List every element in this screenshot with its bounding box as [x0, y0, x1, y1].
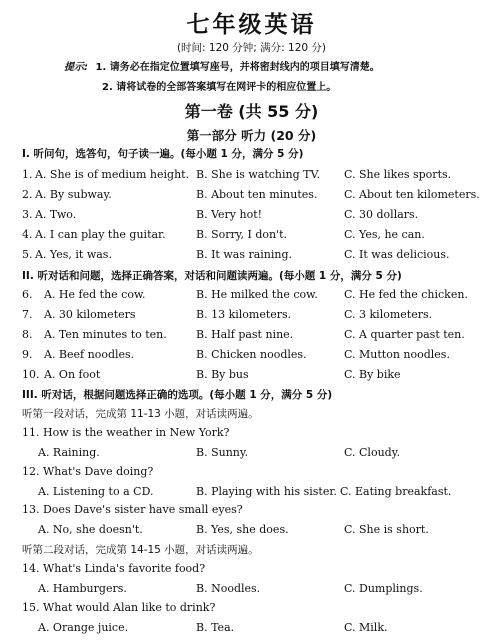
- question-options: [22, 621, 492, 637]
- question-row: [22, 308, 492, 324]
- option-b: B. Sorry, I don't.: [196, 228, 288, 241]
- question-row: [22, 208, 492, 224]
- note-1: 1. 请务必在指定位置填写座号，并将密封线内的项目填写清楚。: [95, 62, 380, 73]
- question-options: [22, 523, 492, 539]
- question-options: [22, 446, 492, 462]
- option-b: B. Chicken noodles.: [196, 348, 307, 361]
- question-row: [22, 328, 492, 344]
- option-b: B. Yes, she does.: [196, 523, 289, 536]
- option-a: A. No, she doesn't.: [38, 523, 143, 536]
- option-a: A. I can play the guitar.: [35, 228, 166, 241]
- question-number: 5.: [22, 248, 33, 261]
- question-text: 13. Does Dave's sister have small eyes?: [22, 503, 243, 516]
- option-b: B. 13 kilometers.: [196, 308, 292, 321]
- option-a: A. Orange juice.: [38, 621, 129, 634]
- option-a: A. Two.: [35, 208, 77, 221]
- question-number: 6.: [22, 288, 33, 301]
- option-b: B. About ten minutes.: [196, 188, 318, 201]
- question-number: 4.: [22, 228, 33, 241]
- volume-title: 第一卷 (共 55 分): [184, 102, 319, 121]
- option-c: C. A quarter past ten.: [344, 328, 465, 341]
- option-c: C. Milk.: [344, 621, 388, 634]
- question-row: [22, 188, 492, 204]
- option-a: A. Hamburgers.: [38, 582, 127, 595]
- option-b: B. By bus: [196, 368, 249, 381]
- option-c: C. 30 dollars.: [344, 208, 419, 221]
- question-row: [22, 168, 492, 184]
- question-number: 7.: [22, 308, 33, 321]
- option-c: C. She likes sports.: [344, 168, 452, 181]
- question-number: 1.: [22, 168, 33, 181]
- option-c: C. Yes, he can.: [344, 228, 425, 241]
- option-c: C. It was delicious.: [344, 248, 450, 261]
- question-number: 3.: [22, 208, 33, 221]
- option-b: B. Very hot!: [196, 208, 263, 221]
- question-row: [22, 228, 492, 244]
- option-a: A. By subway.: [35, 188, 112, 201]
- question-number: 9.: [22, 348, 33, 361]
- question-text: 11. How is the weather in New York?: [22, 426, 230, 439]
- option-c: C. She is short.: [344, 523, 429, 536]
- question-text: 14. What's Linda's favorite food?: [22, 562, 206, 575]
- dialog-1-instruction: 听第一段对话，完成第 11-13 小题，对话读两遍。: [22, 408, 259, 420]
- question-number: 10.: [22, 368, 40, 381]
- option-b: B. She is watching TV.: [196, 168, 320, 181]
- option-b: B. Playing with his sister.: [196, 485, 337, 498]
- option-a: A. She is of medium height.: [35, 168, 190, 181]
- option-c: C. 3 kilometers.: [344, 308, 433, 321]
- question-row: [22, 368, 492, 384]
- option-a: A. He fed the cow.: [44, 288, 146, 301]
- question-options: [22, 485, 492, 501]
- question-row: [22, 248, 492, 264]
- notes-label: 提示:: [64, 62, 88, 73]
- question-text: 15. What would Alan like to drink?: [22, 601, 216, 614]
- option-a: A. 30 kilometers: [44, 308, 136, 321]
- dialog-2-instruction: 听第二段对话，完成第 14-15 小题，对话读两遍。: [22, 544, 259, 556]
- option-c: C. Eating breakfast.: [340, 485, 452, 498]
- option-c: C. Dumplings.: [344, 582, 423, 595]
- option-c: C. By bike: [344, 368, 401, 381]
- option-c: C. About ten kilometers.: [344, 188, 480, 201]
- note-2: 2. 请将试卷的全部答案填写在网评卡的相应位置上。: [102, 82, 337, 93]
- option-b: B. Tea.: [196, 621, 235, 634]
- option-c: C. Mutton noodles.: [344, 348, 450, 361]
- option-a: A. Yes, it was.: [35, 248, 112, 261]
- section-1-heading: I. 听问句，选答句，句子读一遍。(每小题 1 分，满分 5 分): [22, 148, 304, 160]
- exam-subtitle: (时间: 120 分钟; 满分: 120 分): [176, 42, 327, 54]
- option-b: B. It was raining.: [196, 248, 293, 261]
- question-number: 8.: [22, 328, 33, 341]
- option-a: A. Listening to a CD.: [38, 485, 154, 498]
- option-b: B. Sunny.: [196, 446, 249, 459]
- option-a: A. Ten minutes to ten.: [44, 328, 167, 341]
- section-3-heading: III. 听对话，根据问题选择正确的选项。(每小题 1 分，满分 5 分): [22, 389, 333, 401]
- section-2-heading: II. 听对话和问题，选择正确答案，对话和问题读两遍。(每小题 1 分，满分 5 分): [22, 270, 402, 282]
- option-a: A. Beef noodles.: [44, 348, 135, 361]
- exam-title: 七年级英语: [186, 12, 317, 38]
- option-b: B. He milked the cow.: [196, 288, 318, 301]
- question-options: [22, 582, 492, 598]
- option-b: B. Noodles.: [196, 582, 261, 595]
- part-title: 第一部分 听力 (20 分): [186, 128, 317, 143]
- exam-notes: [64, 58, 380, 93]
- option-c: C. He fed the chicken.: [344, 288, 468, 301]
- option-a: A. On foot: [44, 368, 101, 381]
- option-c: C. Cloudy.: [344, 446, 400, 459]
- question-row: [22, 288, 492, 304]
- option-a: A. Raining.: [38, 446, 100, 459]
- question-number: 2.: [22, 188, 33, 201]
- question-row: [22, 348, 492, 364]
- option-b: B. Half past nine.: [196, 328, 294, 341]
- question-text: 12. What's Dave doing?: [22, 465, 154, 478]
